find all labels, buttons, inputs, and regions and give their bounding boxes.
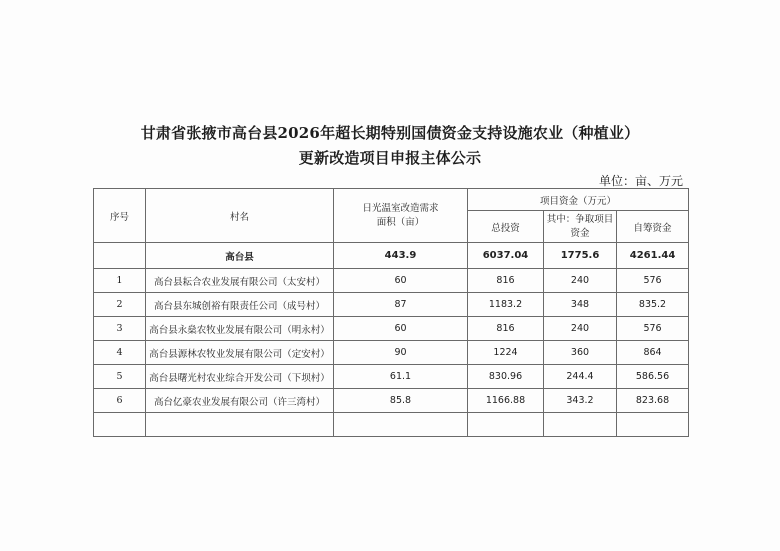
table-row [94, 365, 689, 389]
row-total: 830.96 [468, 365, 544, 389]
row-seq: 5 [94, 365, 146, 389]
row-area: 60 [334, 317, 468, 341]
empty-row [94, 413, 689, 437]
summary-competitive: 1775.6 [544, 243, 617, 269]
summary-seq [94, 243, 146, 269]
row-competitive: 240 [544, 269, 617, 293]
row-name: 高台县曙光村农业综合开发公司（下坝村） [146, 365, 334, 389]
row-seq: 1 [94, 269, 146, 293]
row-total: 1224 [468, 341, 544, 365]
row-seq: 4 [94, 341, 146, 365]
row-seq: 6 [94, 389, 146, 413]
row-area: 90 [334, 341, 468, 365]
row-self: 864 [617, 341, 689, 365]
document-title-line-2: 更新改造项目申报主体公示 [298, 149, 482, 167]
row-competitive: 360 [544, 341, 617, 365]
summary-total: 6037.04 [468, 243, 544, 269]
row-self: 823.68 [617, 389, 689, 413]
row-area: 85.8 [334, 389, 468, 413]
header-self: 自筹资金 [617, 211, 689, 243]
row-name: 高台县耘合农业发展有限公司（太安村） [146, 269, 334, 293]
row-seq: 2 [94, 293, 146, 317]
row-name: 高台亿豪农业发展有限公司（许三湾村） [146, 389, 334, 413]
header-competitive: 其中：争取项目资金 [544, 211, 617, 243]
header-seq: 序号 [94, 189, 146, 243]
unit-label: 单位：亩、万元 [598, 174, 683, 188]
summary-self: 4261.44 [617, 243, 689, 269]
row-competitive: 343.2 [544, 389, 617, 413]
summary-area: 443.9 [334, 243, 468, 269]
row-self: 835.2 [617, 293, 689, 317]
row-competitive: 348 [544, 293, 617, 317]
header-total: 总投资 [468, 211, 544, 243]
row-name: 高台县东城创裕有限责任公司（成号村） [146, 293, 334, 317]
table-row [94, 269, 689, 293]
row-total: 1183.2 [468, 293, 544, 317]
row-area: 61.1 [334, 365, 468, 389]
table-row [94, 341, 689, 365]
row-seq: 3 [94, 317, 146, 341]
header-village: 村名 [146, 189, 334, 243]
applicant-table [93, 188, 689, 437]
row-self: 576 [617, 269, 689, 293]
header-area: 日光温室改造需求面积（亩） [334, 189, 468, 243]
summary-name: 高台县 [146, 243, 334, 269]
row-area: 60 [334, 269, 468, 293]
row-self: 576 [617, 317, 689, 341]
row-total: 816 [468, 269, 544, 293]
row-self: 586.56 [617, 365, 689, 389]
row-total: 1166.88 [468, 389, 544, 413]
summary-row [94, 243, 689, 269]
table-row [94, 317, 689, 341]
table-row [94, 293, 689, 317]
header-funds: 项目资金（万元） [468, 189, 689, 211]
row-competitive: 240 [544, 317, 617, 341]
table-row [94, 389, 689, 413]
row-name: 高台县源林农牧业发展有限公司（定安村） [146, 341, 334, 365]
row-area: 87 [334, 293, 468, 317]
document-title-line-1: 甘肃省张掖市高台县2026年超长期特别国债资金支持设施农业（种植业） [140, 124, 640, 142]
row-total: 816 [468, 317, 544, 341]
row-name: 高台县永燊农牧业发展有限公司（明永村） [146, 317, 334, 341]
row-competitive: 244.4 [544, 365, 617, 389]
